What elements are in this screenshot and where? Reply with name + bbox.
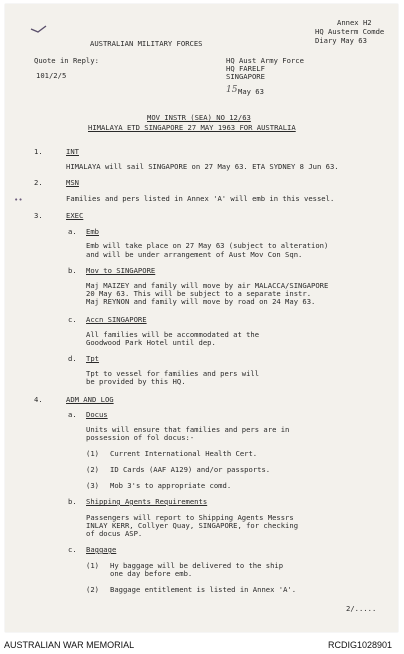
section-text: Families and pers listed in Annex 'A' will emb in this vessel. <box>66 194 335 203</box>
section-text: HIMALAYA will sail SINGAPORE on 27 May 63. ETA SYDNEY 8 Jun 63. <box>66 162 339 171</box>
address-line-3: SINGAPORE <box>226 72 265 81</box>
subsection-text: of docus ASP. <box>86 529 143 538</box>
list-number: (1) <box>86 449 99 458</box>
list-number: (1) <box>86 561 99 570</box>
handwritten-date: 15 <box>226 85 238 95</box>
subsection-heading: Baggage <box>86 545 117 554</box>
section-number: 1. <box>34 147 43 156</box>
subsection-text: Passengers will report to Shipping Agents Messrs <box>86 513 294 522</box>
subsection-text: INLAY KERR, Collyer Quay, SINGAPORE, for checking <box>86 521 299 530</box>
subsection-heading: Mov to SINGAPORE <box>86 266 156 275</box>
archive-id: RCDIG1028901 <box>328 640 393 650</box>
section-heading: INT <box>66 147 79 156</box>
document-page <box>5 4 398 632</box>
subsection-heading: Docus <box>86 410 108 419</box>
list-item: one day before emb. <box>110 569 193 578</box>
subsection-heading: Shipping Agents Requirements <box>86 497 208 506</box>
list-item: Mob 3's to appropriate comd. <box>110 481 232 490</box>
archive-credit: AUSTRALIAN WAR MEMORIAL <box>4 640 135 650</box>
subsection-letter: a. <box>68 227 77 236</box>
list-item: Baggage entitlement is listed in Annex 'A'. <box>110 585 297 594</box>
subsection-text: Emb will take place on 27 May 63 (subject to alteration) <box>86 241 329 250</box>
subsection-text: Units will ensure that families and pers are in <box>86 425 290 434</box>
subject-line-1: MOV INSTR (SEA) NO 12/63 <box>147 113 251 122</box>
handwritten-tick-mark <box>30 24 48 34</box>
subject-line-2: HIMALAYA ETD SINGAPORE 27 MAY 1963 FOR AUSTRALIA <box>88 123 296 132</box>
address-line-2: HQ FARELF <box>226 64 265 73</box>
letter-date: May 63 <box>238 87 264 96</box>
page-title: AUSTRALIAN MILITARY FORCES <box>90 39 203 48</box>
subsection-letter: c. <box>68 315 77 324</box>
subsection-heading: Emb <box>86 227 99 236</box>
subsection-text: possession of fol docus:- <box>86 433 195 442</box>
subsection-text: 20 May 63. This will be subject to a separate instr. <box>86 289 312 298</box>
subsection-heading: Accn SINGAPORE <box>86 315 147 324</box>
subsection-text: All families will be accommodated at the <box>86 330 260 339</box>
section-heading: MSN <box>66 178 79 187</box>
address-line-1: HQ Aust Army Force <box>226 56 304 65</box>
margin-mark: •• <box>14 195 23 204</box>
subsection-letter: a. <box>68 410 77 419</box>
annex-annotation: Annex H2 <box>337 18 372 27</box>
list-number: (2) <box>86 465 99 474</box>
subsection-text: Maj REYNON and family will move by road on 24 May 63. <box>86 297 316 306</box>
list-item: ID Cards (AAF A129) and/or passports. <box>110 465 271 474</box>
subsection-text: Maj MAIZEY and family will move by air MALACCA/SINGAPORE <box>86 281 329 290</box>
subsection-text: and will be under arrangement of Aust Mov Con Sqn. <box>86 250 303 259</box>
section-number: 4. <box>34 395 43 404</box>
diary-annotation: Diary May 63 <box>315 36 367 45</box>
reference-number: 101/2/5 <box>36 71 67 80</box>
subsection-letter: d. <box>68 354 77 363</box>
hq-annotation: HQ Austerm Comde <box>315 27 385 36</box>
subsection-heading: Tpt <box>86 354 99 363</box>
subsection-text: be provided by this HQ. <box>86 377 186 386</box>
section-heading: EXEC <box>66 211 84 220</box>
section-number: 2. <box>34 178 43 187</box>
section-heading: ADM AND LOG <box>66 395 114 404</box>
subsection-letter: b. <box>68 497 77 506</box>
subsection-letter: c. <box>68 545 77 554</box>
list-number: (2) <box>86 585 99 594</box>
list-item: Current International Health Cert. <box>110 449 258 458</box>
quote-label: Quote in Reply: <box>34 56 99 65</box>
subsection-letter: b. <box>68 266 77 275</box>
list-number: (3) <box>86 481 99 490</box>
list-item: Hy baggage will be delivered to the ship <box>110 561 284 570</box>
section-number: 3. <box>34 211 43 220</box>
subsection-text: Goodwood Park Hotel until dep. <box>86 338 216 347</box>
continuation-marker: 2/..... <box>346 604 377 613</box>
subsection-text: Tpt to vessel for families and pers will <box>86 369 260 378</box>
